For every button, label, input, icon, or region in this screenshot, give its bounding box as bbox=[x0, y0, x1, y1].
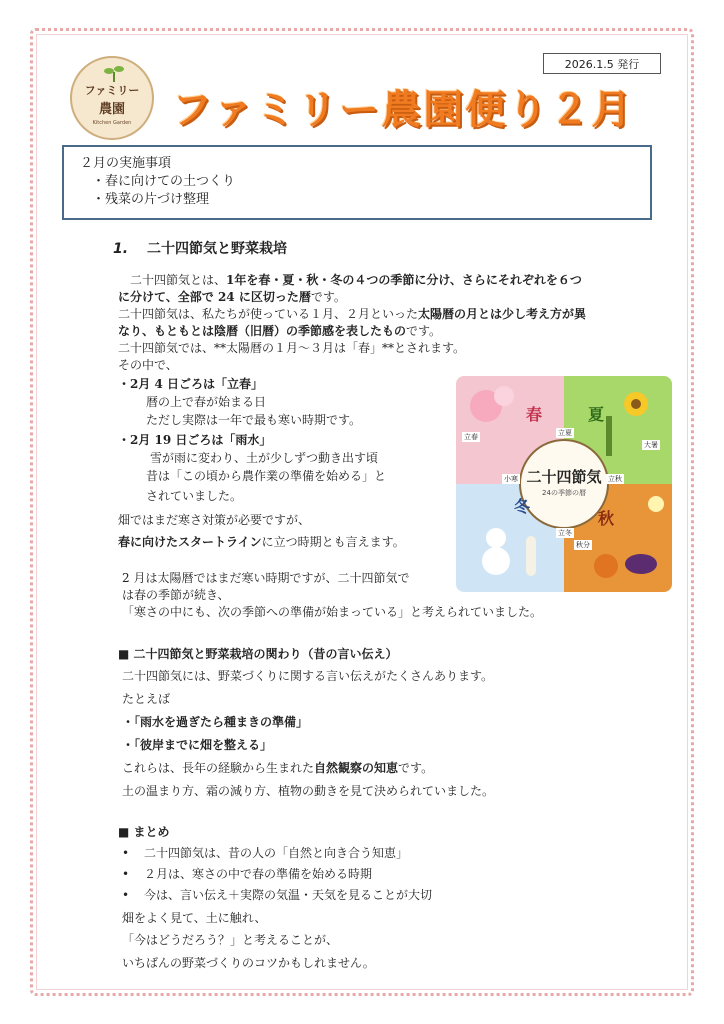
s1-paragraph-9: 「寒さの中にも、次の季節への準備が始まっている」と考えられていました。 bbox=[122, 605, 543, 619]
pumpkin-icon bbox=[594, 554, 618, 578]
s1-paragraph-8: は春の季節が続き、 bbox=[122, 588, 230, 602]
s1-paragraph-5: 畑ではまだ寒さ対策が必要ですが、 bbox=[118, 513, 311, 527]
s2-line: ・「雨水を過ぎたら種まきの準備」 bbox=[122, 715, 309, 729]
seasons-illustration bbox=[456, 376, 672, 592]
plan-heading: ２月の実施事項 bbox=[80, 156, 172, 171]
term-label: 小寒 bbox=[504, 475, 518, 483]
usui-heading: ・2月 19 日ごろは「雨水」 bbox=[118, 433, 272, 447]
s1-paragraph-2: 二十四節気は、私たちが使っている１月、２月といった太陽暦の月とは少し考え方が異 bbox=[118, 307, 587, 321]
corn-icon bbox=[606, 416, 612, 456]
term-label: 立秋 bbox=[608, 475, 622, 483]
s2-line: 二十四節気には、野菜づくりに関する言い伝えがたくさんあります。 bbox=[122, 669, 494, 683]
s3-line: 畑をよく見て、土に触れ、 bbox=[122, 911, 267, 925]
illus-center-sub: 24の季節の暦 bbox=[542, 489, 586, 497]
logo-text-3: Kitchen Garden bbox=[92, 120, 132, 126]
logo-text-1: ファミリー bbox=[84, 84, 140, 97]
s2-line: ・「彼岸までに畑を整える」 bbox=[122, 738, 273, 752]
summary-bullet: • ２月は、寒さの中で春の準備を始める時期 bbox=[122, 867, 373, 881]
term-label: 立夏 bbox=[558, 429, 572, 437]
usui-line: 昔は「この頃から農作業の準備を始める」と bbox=[146, 469, 387, 483]
moon-icon bbox=[648, 496, 664, 512]
term-label: 大暑 bbox=[644, 441, 658, 449]
s1-paragraph-2-cont: なり、もともとは陰暦（旧暦）の季節感を表したものです。 bbox=[118, 324, 442, 338]
term-label: 立春 bbox=[464, 433, 478, 441]
s3-line: 「今はどうだろう？」と考えることが、 bbox=[122, 933, 339, 947]
plan-item: ・残菜の片づけ整理 bbox=[92, 192, 210, 207]
term-label: 立冬 bbox=[558, 529, 572, 537]
eggplant-icon bbox=[625, 554, 657, 574]
season-label: 春 bbox=[526, 405, 543, 424]
usui-line: されていました。 bbox=[146, 489, 243, 503]
daikon-icon bbox=[526, 536, 536, 576]
s1-paragraph-3: 二十四節気では、**太陽暦の１月～３月は「春」**とされます。 bbox=[118, 341, 466, 355]
s1-paragraph-1: 二十四節気とは、1年を春・夏・秋・冬の４つの季節に分け、さらにそれぞれを６つ bbox=[118, 273, 582, 287]
usui-line: 雪が雨に変わり、土が少しずつ動き出す頃 bbox=[150, 451, 379, 465]
s2-line: たとえば bbox=[122, 692, 171, 706]
newsletter-title: ファミリー農園便り２月 bbox=[172, 87, 634, 133]
section2-heading: ■ 二十四節気と野菜栽培の関わり（昔の言い伝え） bbox=[118, 647, 398, 661]
snowman-icon bbox=[482, 547, 510, 575]
season-label: 冬 bbox=[514, 497, 531, 516]
s3-line: いちばんの野菜づくりのコツかもしれません。 bbox=[122, 956, 375, 970]
logo-text-2: 農園 bbox=[98, 102, 125, 117]
s1-paragraph-6: 春に向けたスタートラインに立つ時期とも言えます。 bbox=[118, 535, 405, 549]
section3-heading: ■ まとめ bbox=[118, 825, 170, 839]
risshun-heading: ・2月 4 日ごろは「立春」 bbox=[118, 377, 264, 391]
summary-bullet: • 二十四節気は、昔の人の「自然と向き合う知恵」 bbox=[122, 846, 409, 860]
risshun-line: ただし実際は一年で最も寒い時期です。 bbox=[146, 413, 362, 427]
sprout-icon bbox=[102, 64, 126, 82]
farm-logo bbox=[70, 56, 154, 140]
season-label: 秋 bbox=[598, 509, 615, 528]
s1-paragraph-1-cont: に分けて、全部で 24 に区切った暦です。 bbox=[118, 290, 346, 304]
s1-paragraph-7: 2 月は太陽暦ではまだ寒い時期ですが、二十四節気で bbox=[122, 571, 410, 585]
section1-title: 二十四節気と野菜栽培 bbox=[147, 241, 287, 257]
risshun-line: 暦の上で春が始まる日 bbox=[146, 395, 267, 409]
s1-paragraph-4: その中で、 bbox=[118, 358, 178, 372]
illus-center-title: 二十四節気 bbox=[526, 468, 602, 486]
term-label: 秋分 bbox=[576, 541, 590, 549]
section1-number: 1. bbox=[113, 241, 129, 257]
season-label: 夏 bbox=[588, 405, 605, 424]
s2-line: 土の温まり方、霜の減り方、植物の動きを見て決められていました。 bbox=[122, 784, 495, 798]
plan-box bbox=[62, 145, 652, 220]
issue-date: 2026.1.5 発行 bbox=[543, 53, 661, 74]
plan-item: ・春に向けての土つくり bbox=[92, 174, 236, 189]
summary-bullet: • 今は、言い伝え＋実際の気温・天気を見ることが大切 bbox=[122, 888, 433, 902]
section1-heading bbox=[113, 238, 287, 258]
s2-line: これらは、長年の経験から生まれた自然観察の知恵です。 bbox=[122, 761, 434, 775]
